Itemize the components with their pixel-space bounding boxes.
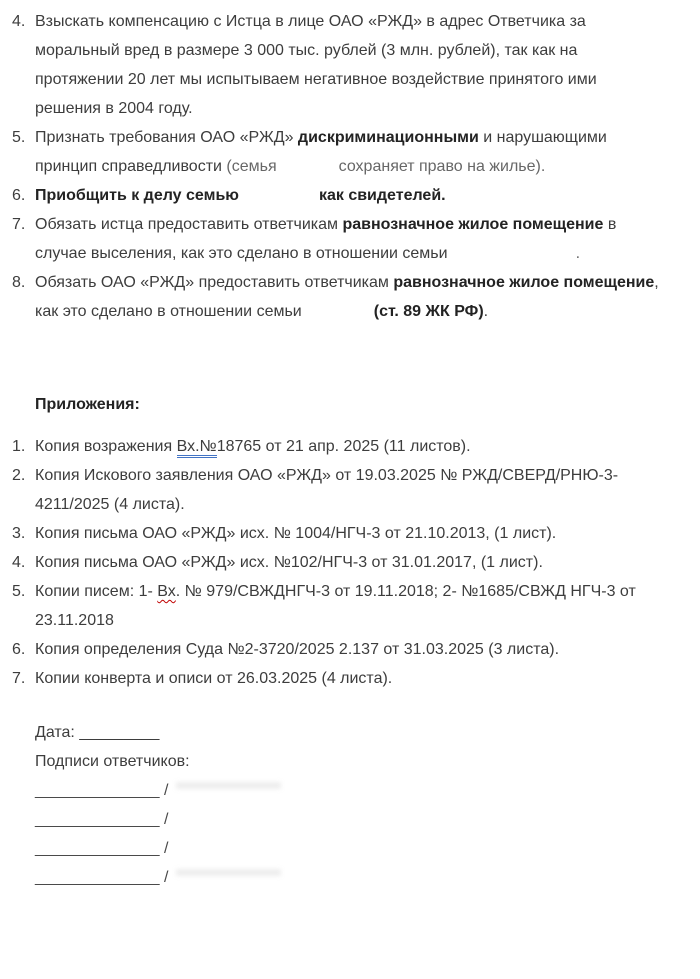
signature-line [35, 805, 660, 834]
text-segment: 18765 от 21 апр. 2025 (11 листов). [216, 438, 471, 455]
text-segment: Копия письма ОАО «РЖД» исх. №102/НГЧ-3 от 31.01.2017, (1 лист). [35, 554, 543, 571]
text-segment: Копия письма ОАО «РЖД» исх. № 1004/НГЧ-3 от 21.10.2013, (1 лист). [35, 525, 557, 542]
item-text [35, 548, 660, 577]
item-text [35, 664, 660, 693]
item-number: 7. [12, 216, 26, 233]
list-item [12, 123, 660, 181]
redacted-remnant [176, 782, 281, 789]
redacted-gap [448, 257, 576, 258]
attachments-heading: Приложения: [35, 396, 140, 413]
item-text [35, 519, 660, 548]
item-number: 8. [12, 274, 26, 291]
item-number: 6. [12, 641, 26, 658]
item-text [35, 7, 660, 123]
text-segment: . [575, 245, 581, 262]
item-text [35, 635, 660, 664]
text-segment: Копии писем: 1- [35, 583, 158, 600]
text-segment: и нарушающими принцип справедливости [35, 129, 607, 175]
text-segment: дискриминационными [297, 129, 479, 146]
text-segment: Обязать ОАО «РЖД» предоставить ответчикам [35, 274, 394, 291]
item-text [35, 181, 660, 210]
signature-line [35, 776, 660, 805]
list-item [12, 635, 660, 664]
item-number: 6. [12, 187, 26, 204]
text-segment: . № 979/СВЖДНГЧ-3 от 19.11.2018; 2- №1685/СВЖД НГЧ-3 от 23.11.2018 [35, 583, 636, 629]
list-item [12, 461, 660, 519]
text-segment: . [483, 303, 489, 320]
text-segment: Копия Искового заявления ОАО «РЖД» от 19.03.2025 № РЖД/СВЕРД/РНЮ-3-4211/2025 (4 листа). [35, 467, 619, 513]
list-item [12, 7, 660, 123]
item-number: 1. [12, 438, 26, 455]
list-item [12, 432, 660, 461]
document-footer [35, 718, 660, 892]
text-segment: сохраняет право на жилье). [338, 158, 546, 175]
item-text [35, 432, 660, 461]
item-text [35, 123, 660, 181]
text-segment: Копии конверта и описи от 26.03.2025 (4 листа). [35, 670, 393, 687]
list-item [12, 519, 660, 548]
signature-line [35, 834, 660, 863]
list-item [12, 548, 660, 577]
text-segment: равнозначное жилое помещение [393, 274, 655, 291]
text-segment: Обязать истца предоставить ответчикам [35, 216, 343, 233]
signature-lines [35, 776, 660, 892]
redacted-remnant [176, 869, 281, 876]
item-text [35, 461, 660, 519]
date-line: Дата: _________ [35, 724, 160, 741]
signature-line-text: ______________ / [35, 869, 169, 886]
item-number: 4. [12, 13, 26, 30]
item-text [35, 577, 660, 635]
item-number: 3. [12, 525, 26, 542]
text-segment: (семья [226, 158, 277, 175]
list-item [12, 210, 660, 268]
text-segment: , как это сделано в отношении семьи [35, 274, 659, 320]
text-segment: Взыскать компенсацию с Истца в лице ОАО «РЖД» в адрес Ответчика за моральный вред в размере 3 000 тыс. рублей (3 млн. рублей), так как на протяжении 20 лет мы испытываем негативное воздействие принятого ими решения в 2004 году. [35, 13, 597, 117]
list-item [12, 181, 660, 210]
item-number: 5. [12, 129, 26, 146]
item-text [35, 210, 660, 268]
attachments-list [12, 432, 660, 693]
item-number: 2. [12, 467, 26, 484]
text-segment: равнозначное жилое помещение [342, 216, 604, 233]
text-segment: как свидетелей. [318, 187, 446, 204]
text-segment: Копия определения Суда №2-3720/2025 2.137 от 31.03.2025 (3 листа). [35, 641, 560, 658]
signature-line-text: ______________ / [35, 811, 169, 828]
item-text [35, 268, 660, 326]
text-segment: Приобщить к делу семью [35, 187, 239, 204]
text-segment: Копия возражения [35, 438, 177, 455]
signature-line-text: ______________ / [35, 840, 169, 857]
redacted-gap [302, 315, 374, 316]
list-item [12, 577, 660, 635]
list-item [12, 664, 660, 693]
text-segment: (ст. 89 ЖК РФ) [373, 303, 484, 320]
signature-line [35, 863, 660, 892]
signature-line-text: ______________ / [35, 782, 169, 799]
redacted-gap [277, 170, 339, 171]
item-number: 5. [12, 583, 26, 600]
text-segment: Вх [157, 583, 176, 600]
demands-list [12, 7, 660, 326]
item-number: 4. [12, 554, 26, 571]
text-segment: Признать требования ОАО «РЖД» [35, 129, 298, 146]
text-segment: Вх.№ [177, 438, 217, 458]
redacted-gap [239, 199, 319, 200]
item-number: 7. [12, 670, 26, 687]
text-segment: в случае выселения, как это сделано в отношении семьи [35, 216, 617, 262]
signatures-label: Подписи ответчиков: [35, 753, 190, 770]
list-item [12, 268, 660, 326]
